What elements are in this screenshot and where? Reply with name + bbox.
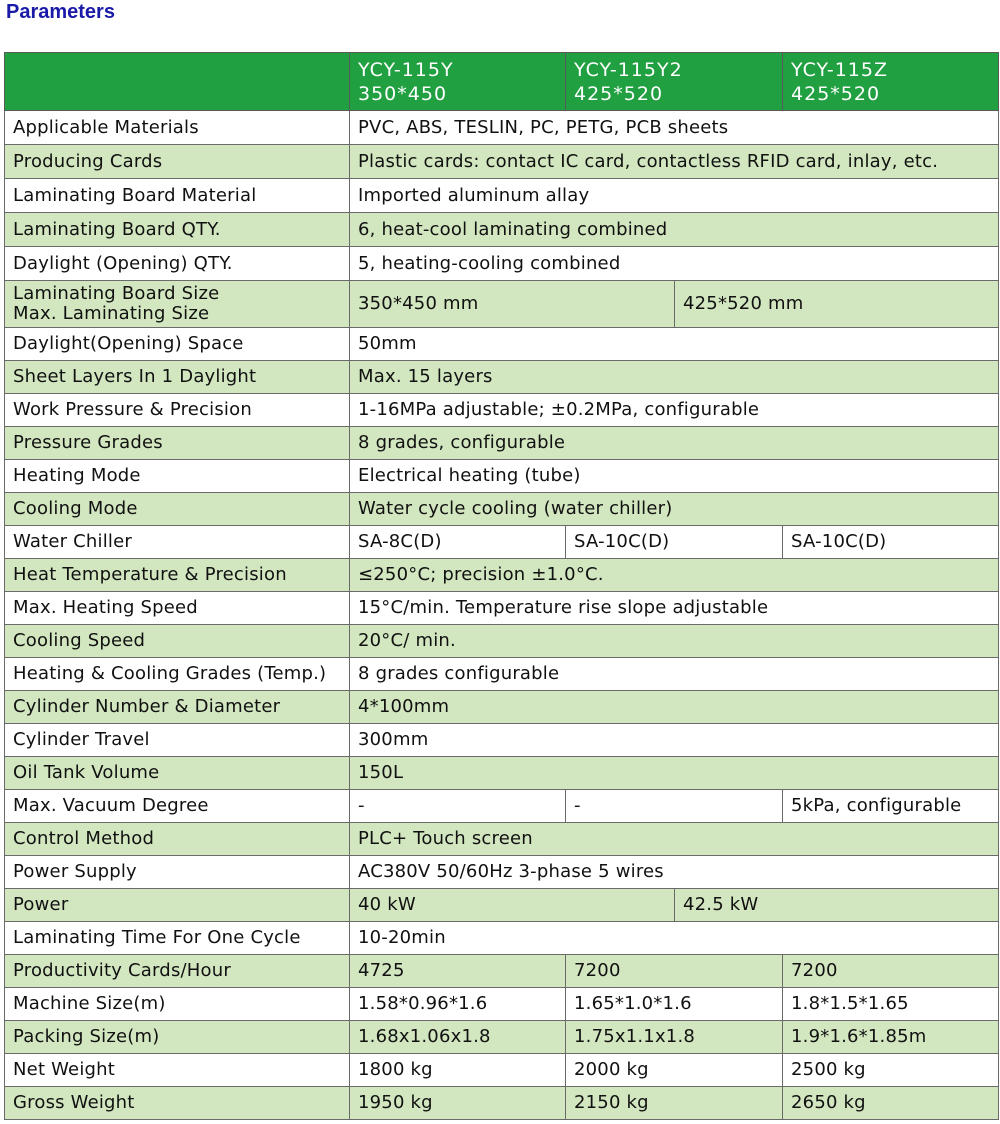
parameter-label: Laminating Board Size [13,283,220,304]
parameter-value-cell: 8 grades, configurable [350,427,999,460]
parameter-label: Gross Weight [13,1092,135,1113]
parameter-value-cell: Max. 15 layers [350,361,999,394]
parameter-value-cell: Imported aluminum allay [350,179,999,213]
parameter-label-cell [5,691,350,724]
table-row [5,394,999,427]
table-row [5,889,999,922]
parameter-label: Productivity Cards/Hour [13,960,231,981]
parameter-value-cell: 300mm [350,724,999,757]
parameter-label: Laminating Board Material [13,184,257,206]
parameter-label-cell [5,1054,350,1087]
parameter-value-cell: 7200 [566,955,783,988]
header-corner-cell [5,53,350,111]
parameter-value-cell: SA-8C(D) [350,526,566,559]
parameter-label: Max. Heating Speed [13,597,198,618]
parameter-label-cell [5,988,350,1021]
parameter-value-cell: 1950 kg [350,1087,566,1120]
parameter-label: Sheet Layers In 1 Daylight [13,366,257,387]
parameter-value-cell: 40 kW [350,889,675,922]
parameter-value-cell: - [350,790,566,823]
parameter-value-cell: 1.68x1.06x1.8 [350,1021,566,1054]
parameter-value-cell: 2000 kg [566,1054,783,1087]
parameter-label-secondary: Max. Laminating Size [13,303,210,324]
parameter-label: Laminating Time For One Cycle [13,927,301,948]
parameter-value-cell: 2500 kg [783,1054,999,1087]
parameter-value-cell: 1.65*1.0*1.6 [566,988,783,1021]
parameter-label-cell [5,757,350,790]
parameter-value-cell: 350*450 mm [350,281,675,328]
parameter-value-cell: 1.8*1.5*1.65 [783,988,999,1021]
parameter-value-cell: PVC, ABS, TESLIN, PC, PETG, PCB sheets [350,111,999,145]
table-row [5,757,999,790]
table-row [5,988,999,1021]
table-row [5,1087,999,1120]
parameter-label: Applicable Materials [13,116,199,138]
parameter-label-cell [5,823,350,856]
parameter-label-cell [5,111,350,145]
parameter-label-cell [5,1021,350,1054]
parameter-label-cell [5,328,350,361]
table-row [5,658,999,691]
parameter-label: Daylight(Opening) Space [13,333,244,354]
parameter-label: Producing Cards [13,150,163,172]
parameter-value-cell: 7200 [783,955,999,988]
parameter-label-cell [5,922,350,955]
parameter-label-cell [5,856,350,889]
table-row [5,922,999,955]
parameter-label-cell [5,281,350,328]
table-row [5,361,999,394]
parameter-label-cell [5,724,350,757]
table-row [5,145,999,179]
parameters-table [4,52,999,1120]
table-row [5,559,999,592]
parameter-label-cell [5,460,350,493]
model-header-ycy-115y [350,53,566,111]
parameter-value-cell: 4*100mm [350,691,999,724]
parameter-label-cell [5,592,350,625]
parameter-value-cell: 1.75x1.1x1.8 [566,1021,783,1054]
parameter-value-cell: 8 grades configurable [350,658,999,691]
parameter-value-cell: 2650 kg [783,1087,999,1120]
parameter-value-cell: 6, heat-cool laminating combined [350,213,999,247]
parameter-value-cell: 15°C/min. Temperature rise slope adjustable [350,592,999,625]
table-row [5,1054,999,1087]
parameter-label: Packing Size(m) [13,1026,160,1047]
parameter-label: Cooling Speed [13,630,146,651]
parameters-table-body [5,53,999,1120]
parameter-label-cell [5,145,350,179]
table-row [5,592,999,625]
parameter-label-cell [5,394,350,427]
parameter-value-cell: 1.9*1.6*1.85m [783,1021,999,1054]
parameter-value-cell: - [566,790,783,823]
parameter-value-cell: SA-10C(D) [566,526,783,559]
parameter-label: Oil Tank Volume [13,762,160,783]
parameter-label: Max. Vacuum Degree [13,795,209,816]
parameter-value-cell: 425*520 mm [675,281,999,328]
model-name: YCY-115Z [791,59,889,81]
parameter-label: Laminating Board QTY. [13,218,221,240]
table-row [5,460,999,493]
parameter-label-cell [5,658,350,691]
parameter-label-cell [5,247,350,281]
parameter-label-cell [5,493,350,526]
parameter-label-cell [5,361,350,394]
table-row [5,691,999,724]
parameter-label: Water Chiller [13,531,132,552]
parameter-value-cell: ≤250°C; precision ±1.0°C. [350,559,999,592]
table-row [5,823,999,856]
table-row [5,856,999,889]
parameter-label-cell [5,1087,350,1120]
parameter-value-cell: Electrical heating (tube) [350,460,999,493]
parameter-value-cell: 150L [350,757,999,790]
parameter-value-cell: 42.5 kW [675,889,999,922]
parameter-label: Control Method [13,828,155,849]
model-name: YCY-115Y [358,59,454,81]
table-row [5,427,999,460]
table-row [5,328,999,361]
parameter-value-cell: 10-20min [350,922,999,955]
parameter-label: Machine Size(m) [13,993,166,1014]
parameter-value-cell: PLC+ Touch screen [350,823,999,856]
table-row [5,1021,999,1054]
table-row [5,213,999,247]
parameter-value-cell: 50mm [350,328,999,361]
parameter-label: Heat Temperature & Precision [13,564,287,585]
parameter-label-cell [5,625,350,658]
model-size: 425*520 [791,83,881,105]
parameter-value-cell: SA-10C(D) [783,526,999,559]
parameter-label-cell [5,213,350,247]
parameter-label: Heating & Cooling Grades (Temp.) [13,663,327,684]
parameter-label: Power [13,894,69,915]
parameter-value-cell: 1-16MPa adjustable; ±0.2MPa, configurable [350,394,999,427]
model-header-ycy-115y2 [566,53,783,111]
model-size: 350*450 [358,83,448,105]
parameter-label-cell [5,889,350,922]
parameter-label-cell [5,559,350,592]
parameter-value-cell: Plastic cards: contact IC card, contactless RFID card, inlay, etc. [350,145,999,179]
table-row [5,790,999,823]
parameter-value-cell: 5, heating-cooling combined [350,247,999,281]
table-row [5,493,999,526]
parameter-value-cell: 5kPa, configurable [783,790,999,823]
parameter-value-cell: AC380V 50/60Hz 3-phase 5 wires [350,856,999,889]
parameter-value-cell: 20°C/ min. [350,625,999,658]
parameter-label: Cooling Mode [13,498,138,519]
table-row [5,247,999,281]
model-size: 425*520 [574,83,664,105]
parameter-value-cell: 1.58*0.96*1.6 [350,988,566,1021]
table-row [5,179,999,213]
parameter-label-cell [5,955,350,988]
model-header-ycy-115z [783,53,999,111]
table-row [5,724,999,757]
model-name: YCY-115Y2 [574,59,683,81]
header-row [5,53,999,111]
parameter-label: Cylinder Number & Diameter [13,696,281,717]
parameter-label-cell [5,790,350,823]
page-title: Parameters [6,1,115,23]
parameter-label: Pressure Grades [13,432,163,453]
parameter-label: Power Supply [13,861,137,882]
parameter-value-cell: Water cycle cooling (water chiller) [350,493,999,526]
parameter-label: Cylinder Travel [13,729,150,750]
table-row [5,111,999,145]
table-row [5,625,999,658]
parameter-value-cell: 2150 kg [566,1087,783,1120]
parameter-label: Work Pressure & Precision [13,399,252,420]
parameter-label-cell [5,427,350,460]
table-row [5,526,999,559]
parameter-label-cell [5,179,350,213]
parameter-label: Daylight (Opening) QTY. [13,252,233,274]
parameter-label: Net Weight [13,1059,116,1080]
table-row [5,955,999,988]
table-row [5,281,999,328]
parameter-label-cell [5,526,350,559]
parameter-label: Heating Mode [13,465,141,486]
parameter-value-cell: 4725 [350,955,566,988]
parameter-value-cell: 1800 kg [350,1054,566,1087]
